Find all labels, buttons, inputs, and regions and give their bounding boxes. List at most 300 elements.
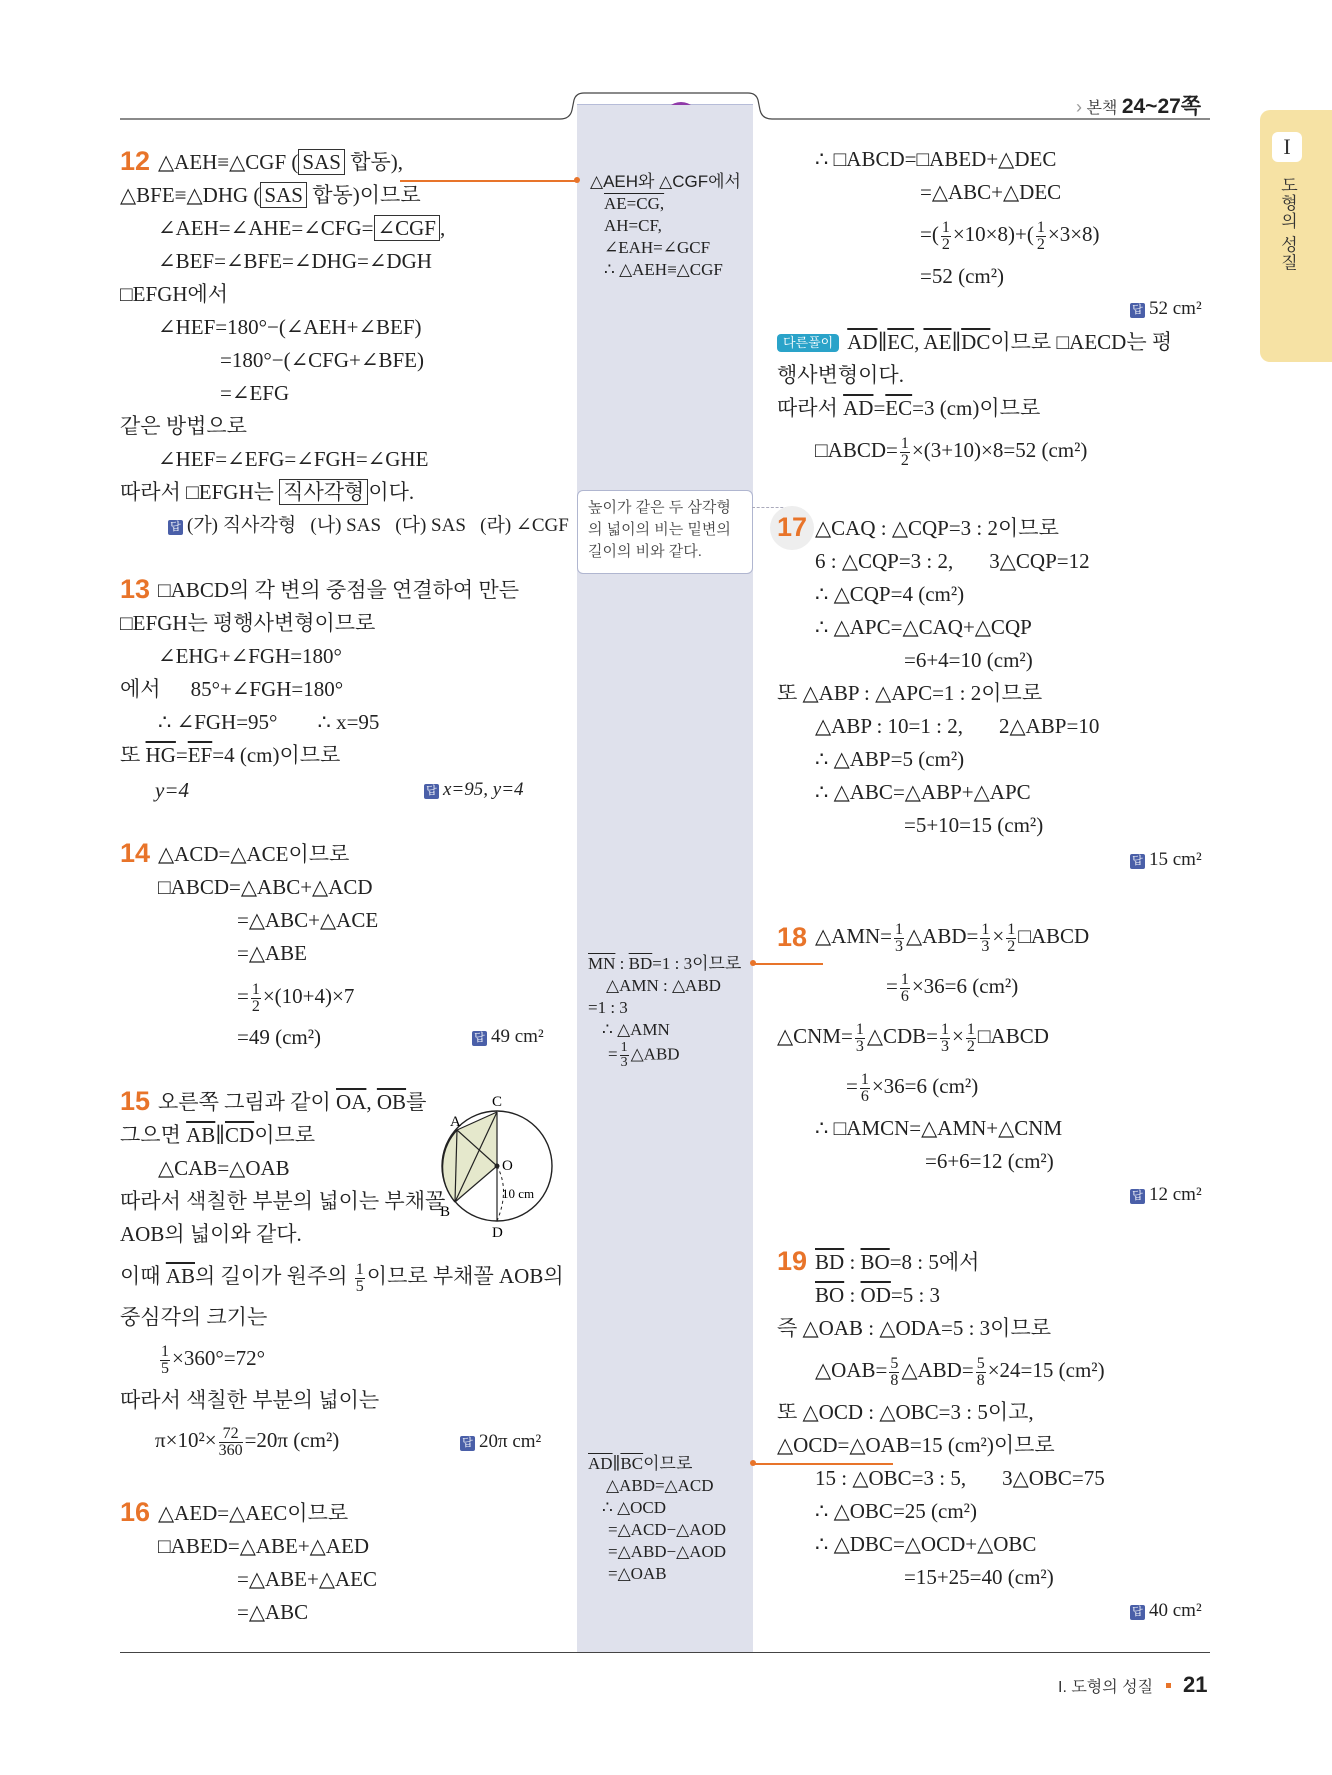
p18-line-4: [846, 1066, 978, 1106]
segment: $\overline{BO}$: [860, 1250, 890, 1274]
p18-line-3: [777, 1016, 1049, 1056]
text: ∠AEH=∠AHE=∠CFG=: [158, 216, 374, 240]
denominator: 2: [251, 997, 260, 1015]
p15-line-7: 중심각의 크기는: [120, 1305, 268, 1329]
fraction: [894, 922, 904, 955]
label-O: O: [502, 1158, 513, 1174]
denominator: 8: [890, 1371, 899, 1389]
text: 따라서 □EFGH는: [120, 480, 280, 504]
text: ×36=6 (cm²): [871, 1074, 979, 1098]
memo-line: △AEH와 △CGF에서: [590, 172, 741, 191]
answer-icon: 답: [1130, 303, 1145, 318]
answer-text: 49 cm²: [491, 1026, 544, 1047]
text: 6 : △CQP=3 : 2,: [815, 549, 954, 573]
p19-line-1: [815, 1248, 979, 1276]
fraction: [160, 1344, 170, 1377]
text: =: [237, 984, 249, 1008]
chevron-right-icon: ›: [1076, 97, 1082, 117]
side-tab: [1260, 110, 1332, 362]
text: △OAB=: [815, 1358, 888, 1382]
text: △AMN=: [815, 924, 892, 948]
answer-icon: 답: [1130, 1189, 1145, 1204]
p12-line-6: ∠HEF=180°−(∠AEH+∠BEF): [158, 315, 422, 339]
numerator: 1: [966, 1020, 975, 1038]
text: □ABCD=: [815, 438, 898, 462]
numerator: 1: [1007, 920, 1016, 938]
alt-solution-badge: 다른풀이: [777, 334, 839, 352]
arc: $\overline{AB}$: [165, 1264, 196, 1288]
text: 2△ABP=10: [998, 714, 1100, 738]
denominator: 3: [855, 1037, 864, 1055]
text: △CDB=: [866, 1024, 939, 1048]
memo-note-2: [577, 490, 753, 574]
memo-line: 의 넓이의 비는 밑변의: [588, 521, 731, 538]
p12-line-8: =∠EFG: [220, 381, 290, 405]
segment: $\overline{EC}$: [885, 396, 913, 420]
p12-line-10: ∠HEF=∠EFG=∠FGH=∠GHE: [158, 447, 429, 471]
p15-line-8: [158, 1338, 265, 1378]
p18-line-5: ∴ □AMCN=△AMN+△CNM: [815, 1116, 1063, 1140]
p15-line-4: 따라서 색칠한 부분의 넓이는 부채꼴: [120, 1189, 446, 1213]
p18-line-2: [886, 966, 1018, 1006]
p17-line-3: ∴ △CQP=4 (cm²): [815, 582, 965, 606]
text: ×36=6 (cm²): [911, 974, 1019, 998]
p15-line-10: [155, 1420, 339, 1460]
text: ∴ ∠FGH=95°: [158, 710, 278, 734]
denominator: 3: [620, 1055, 628, 1070]
text: 따라서: [777, 396, 844, 420]
p16-line-4: =△ABC: [237, 1600, 309, 1624]
p19-line-7: [815, 1464, 1105, 1492]
denominator: 3: [895, 937, 903, 955]
text: 85°+∠FGH=180°: [190, 677, 344, 701]
denominator: 2: [1036, 235, 1045, 253]
answer-icon: 답: [1130, 1605, 1145, 1620]
answer-icon: 답: [1130, 854, 1145, 869]
text: △ABP : 10=1 : 2,: [815, 714, 963, 738]
p12-line-9: 같은 방법으로: [120, 414, 247, 438]
segment: $\overline{EF}$: [187, 743, 213, 767]
p14-line-2: □ABCD=△ABC+△ACD: [158, 875, 373, 899]
text: ×24=15 (cm²): [987, 1358, 1105, 1382]
memo-text: 이므로: [643, 1454, 693, 1473]
answer-text: 40 cm²: [1149, 1600, 1202, 1621]
p19-answer: [1130, 1597, 1202, 1625]
text: 이므로 □AECD는 평: [990, 330, 1173, 354]
connector-line: [753, 963, 823, 965]
fraction: [355, 1262, 365, 1295]
text: =(: [920, 222, 939, 246]
text: 이다.: [368, 480, 415, 504]
text: :: [844, 1250, 861, 1274]
p16-answer: [1130, 295, 1202, 323]
segment: $\overline{BO}$: [815, 1283, 845, 1307]
numerator: 1: [900, 970, 909, 988]
footer: [1058, 1672, 1207, 1698]
p12-line-2: [120, 181, 421, 209]
numerator: 1: [620, 1040, 628, 1055]
text: △BFE≡△DHG (: [120, 183, 261, 207]
center-point: [495, 1164, 500, 1169]
p13-line-1: □ABCD의 각 변의 중점을 연결하여 만든: [158, 578, 519, 602]
numerator: 1: [161, 1342, 169, 1360]
text: ,: [366, 1090, 377, 1114]
fraction: [966, 1022, 976, 1055]
numerator: 1: [355, 1260, 364, 1278]
numerator: 1: [895, 920, 903, 938]
fraction: [980, 922, 990, 955]
circle-figure: [430, 1090, 570, 1240]
text: 이때: [120, 1264, 166, 1288]
memo-text: △ABD: [630, 1044, 680, 1064]
p17-line-5: =6+4=10 (cm²): [904, 648, 1033, 672]
text: ×: [952, 1024, 964, 1048]
p14-line-5: [237, 976, 354, 1016]
denominator: 360: [218, 1441, 243, 1459]
answer-icon: 답: [168, 520, 183, 535]
fraction: [940, 1022, 950, 1055]
fraction: [860, 1072, 870, 1105]
p18-line-6: =6+6=12 (cm²): [925, 1149, 1054, 1173]
denominator: 2: [966, 1037, 975, 1055]
p12-line-4: ∠BEF=∠BFE=∠DHG=∠DGH: [158, 249, 432, 273]
text: 오른쪽 그림과 같이: [158, 1090, 337, 1114]
text: □ABCD: [977, 1024, 1049, 1048]
segment: $\overline{HG}$: [145, 743, 176, 767]
problem-number-15: 15: [120, 1086, 151, 1116]
text: ∥: [215, 1123, 225, 1147]
numerator: 5: [976, 1354, 985, 1372]
text: 합동),: [344, 150, 404, 174]
text: △ABD=: [901, 1358, 974, 1382]
numerator: 1: [1036, 218, 1045, 236]
p17-answer: [1130, 846, 1202, 874]
blank-box: SAS: [298, 149, 345, 175]
p12-answer: [168, 512, 569, 540]
memo-text: =: [608, 1044, 618, 1064]
p17-line-4: ∴ △APC=△CAQ+△CQP: [815, 615, 1032, 639]
p12-line-1: [158, 148, 403, 176]
denominator: 5: [355, 1277, 364, 1295]
p16-alt-3: [777, 394, 1040, 422]
text: 이므로: [254, 1123, 316, 1147]
memo-note-3: [588, 953, 741, 1070]
text: ∴ x=95: [317, 710, 380, 734]
memo-line: ∴ △AEH≡△CGF: [604, 260, 723, 279]
p13-line-5: [158, 708, 379, 736]
fraction: [941, 220, 951, 253]
memo-line: [588, 1041, 741, 1070]
p17-line-9: ∴ △ABC=△ABP+△APC: [815, 780, 1031, 804]
text: =8 : 5에서: [889, 1250, 980, 1274]
text: 에서: [120, 677, 161, 701]
blank-box: ∠CGF: [374, 215, 440, 241]
text: 이므로 부채꼴 AOB의: [366, 1264, 564, 1288]
denominator: 6: [860, 1087, 869, 1105]
text: ,: [439, 216, 446, 240]
memo-line: ∴ △AMN: [602, 1020, 670, 1039]
text: =5 : 3: [890, 1283, 941, 1307]
text: 를: [406, 1090, 427, 1114]
p19-line-2: [815, 1281, 940, 1309]
p19-line-5: 또 △OCD : △OBC=3 : 5이고,: [777, 1400, 1034, 1424]
p15-line-5: AOB의 넓이와 같다.: [120, 1222, 302, 1246]
problem-number-16: 16: [120, 1497, 151, 1527]
numerator: 1: [860, 1070, 869, 1088]
memo-text: $\overline{BD}$: [628, 954, 653, 973]
text: ∥: [877, 330, 888, 354]
text: =: [873, 396, 886, 420]
label-B: B: [440, 1204, 451, 1220]
p14-line-3: =△ABC+△ACE: [237, 908, 379, 932]
footer-chapter: I. 도형의 성질: [1058, 1679, 1154, 1696]
blank-box: 직사각형: [279, 479, 368, 505]
p13-line-2: □EFGH는 평행사변형이므로: [120, 611, 376, 635]
memo-line: =△ACD−△AOD: [608, 1520, 727, 1539]
memo-text: $\overline{AD}$: [588, 1454, 613, 1473]
text: ,: [914, 330, 924, 354]
text: ×360°=72°: [172, 1346, 265, 1370]
fraction: [1006, 922, 1016, 955]
numerator: 1: [900, 434, 909, 452]
numerator: 1: [941, 1020, 950, 1038]
side-tab-roman: I: [1272, 132, 1302, 162]
p12-line-11: [120, 478, 414, 506]
p12-line-5: □EFGH에서: [120, 282, 229, 306]
memo-line: ∠EAH=∠GCF: [604, 238, 711, 257]
p17-line-1: △CAQ : △CQP=3 : 2이므로: [815, 516, 1059, 540]
memo-line: 높이가 같은 두 삼각형: [588, 499, 731, 516]
memo-line: ∴ △OCD: [602, 1498, 667, 1517]
memo-text: $\overline{MN}$: [588, 954, 616, 973]
denominator: 3: [941, 1037, 950, 1055]
p14-line-6: =49 (cm²): [237, 1025, 322, 1049]
p17-line-6: 또 △ABP : △APC=1 : 2이므로: [777, 681, 1043, 705]
answer-icon: 답: [424, 784, 439, 799]
denominator: 8: [976, 1371, 985, 1389]
denominator: 5: [161, 1359, 169, 1377]
denominator: 2: [941, 235, 950, 253]
p17-line-2: [815, 547, 1090, 575]
connector-dot: [750, 1460, 756, 1466]
footer-dot: [1166, 1683, 1171, 1688]
p16-line-1: △AED=△AEC이므로: [158, 1501, 349, 1525]
segment: $\overline{BD}$: [815, 1250, 845, 1274]
fraction: [976, 1356, 986, 1389]
memo-column: [577, 105, 753, 1653]
problem-number-17: 17: [777, 512, 808, 542]
problem-number-18: 18: [777, 922, 808, 952]
denominator: 6: [900, 987, 909, 1005]
text: 의 길이가 원주의: [195, 1264, 353, 1288]
text: △CNM=: [777, 1024, 853, 1048]
text: □ABCD: [1018, 924, 1090, 948]
numerator: 1: [941, 218, 950, 236]
p12-line-7: =180°−(∠CFG+∠BFE): [220, 348, 424, 372]
denominator: 2: [900, 451, 909, 469]
memo-text: =1 : 3이므로: [652, 954, 742, 973]
p19-line-9: ∴ △DBC=△OCD+△OBC: [815, 1532, 1037, 1556]
p15-line-2: [120, 1121, 315, 1149]
text: =20π (cm²): [244, 1428, 340, 1452]
memo-line: 길이의 비와 같다.: [588, 543, 702, 560]
segment: $\overline{EC}$: [887, 330, 915, 354]
p19-line-6: △OCD=△OAB=15 (cm²)이므로: [777, 1433, 1055, 1457]
p14-answer: [472, 1023, 544, 1051]
p18-answer: [1130, 1181, 1202, 1209]
answer-icon: 답: [472, 1031, 487, 1046]
answer-text: 15 cm²: [1149, 849, 1202, 870]
p16-right-3: [920, 214, 1100, 254]
problem-number-19: 19: [777, 1246, 808, 1276]
segment: $\overline{AE}$: [923, 330, 952, 354]
memo-line: △AMN : △ABD: [606, 976, 721, 995]
answer-text: 12 cm²: [1149, 1184, 1202, 1205]
connector-dot: [574, 177, 580, 183]
p16-right-2: =△ABC+△DEC: [920, 180, 1062, 204]
problem-number-13: 13: [120, 574, 151, 604]
p19-line-3: 즉 △OAB : △ODA=5 : 3이므로: [777, 1316, 1052, 1340]
p19-line-10: =15+25=40 (cm²): [904, 1565, 1054, 1589]
memo-text: AE=CG,: [604, 194, 665, 213]
numerator: 1: [981, 920, 990, 938]
memo-note-4: [588, 1453, 726, 1585]
segment: $\overline{OA}$: [336, 1090, 367, 1114]
p14-line-4: =△ABE: [237, 941, 307, 965]
text: ×3×8): [1047, 222, 1100, 246]
fraction: [900, 436, 910, 469]
text: 15 : △OBC=3 : 5,: [815, 1466, 967, 1490]
p15-line-9: 따라서 색칠한 부분의 넓이는: [120, 1388, 380, 1412]
text: =: [886, 974, 898, 998]
fraction: [900, 972, 910, 1005]
problem-number-12: 12: [120, 146, 151, 176]
p13-line-7: y=4: [155, 778, 189, 802]
p13-line-3: ∠EHG+∠FGH=180°: [158, 644, 342, 668]
memo-line: =△OAB: [608, 1564, 667, 1583]
memo-line: =1 : 3: [588, 998, 628, 1017]
numerator: 1: [855, 1020, 864, 1038]
p13-line-6: [120, 741, 340, 769]
text: =: [846, 1074, 858, 1098]
text: 3△CQP=12: [989, 549, 1090, 573]
p14-line-1: △ACD=△ACE이므로: [158, 842, 350, 866]
text: =4 (cm)이므로: [212, 743, 341, 767]
blank-box: SAS: [260, 182, 307, 208]
text: △AEH≡△CGF (: [158, 150, 299, 174]
p13-line-4: [120, 675, 343, 703]
text: π×10²×: [155, 1428, 217, 1452]
label-D: D: [492, 1225, 503, 1240]
side-tab-title: 도형의 성질: [1278, 176, 1297, 272]
text: =: [175, 743, 188, 767]
p15-line-3: △CAB=△OAB: [158, 1156, 290, 1180]
p17-line-7: [815, 712, 1099, 740]
memo-note-1: [590, 171, 741, 281]
p16-line-3: =△ABE+△AEC: [237, 1567, 377, 1591]
p16-alt-2: 행사변형이다.: [777, 363, 904, 387]
text: 그으면: [120, 1123, 187, 1147]
segment: $\overline{AD}$: [843, 396, 874, 420]
memo-line: [590, 193, 741, 215]
memo-line: △ABD=△ACD: [606, 1476, 714, 1495]
memo-text: $\overline{BC}$: [620, 1454, 644, 1473]
text: 3△OBC=75: [1002, 1466, 1105, 1490]
fraction: [855, 1022, 865, 1055]
label-radius: 10 cm: [502, 1186, 535, 1201]
segment: $\overline{DC}$: [961, 330, 991, 354]
fraction: [219, 1426, 243, 1459]
p16-alt-4: [815, 430, 1087, 470]
text: 합동)이므로: [306, 183, 421, 207]
segment: $\overline{CD}$: [225, 1123, 255, 1147]
text: =3 (cm)이므로: [912, 396, 1041, 420]
text: ×: [992, 924, 1005, 948]
fraction: [889, 1356, 899, 1389]
text: ∥: [951, 330, 962, 354]
book-ref: [1076, 90, 1201, 120]
p19-line-4: [815, 1350, 1105, 1390]
memo-line: =△ABD−△AOD: [608, 1542, 727, 1561]
p16-right-1: ∴ □ABCD=□ABED+△DEC: [815, 147, 1057, 171]
memo-line: AH=CF,: [604, 216, 662, 235]
p19-line-8: ∴ △OBC=25 (cm²): [815, 1499, 977, 1523]
numerator: 1: [251, 980, 260, 998]
connector-dot: [750, 960, 756, 966]
fraction: [251, 982, 261, 1015]
p16-alt-1: [777, 328, 1172, 356]
memo-line: $\overline{AD}\parallel\overline{BC}$이므로: [588, 1454, 693, 1473]
connector-line: [400, 180, 578, 182]
denominator: 2: [1007, 937, 1016, 955]
p12-line-3: [158, 214, 445, 242]
p13-answer: [424, 776, 524, 804]
text: ×10×8)+(: [952, 222, 1034, 246]
text: :: [844, 1283, 861, 1307]
label-C: C: [492, 1094, 503, 1110]
book-ref-prefix: 본책: [1086, 100, 1118, 117]
fraction: [620, 1041, 629, 1070]
answer-icon: 답: [460, 1436, 475, 1451]
p15-answer: [460, 1428, 541, 1456]
footer-rule: [120, 1652, 1210, 1653]
segment: $\overline{OB}$: [376, 1090, 407, 1114]
segment: $\overline{AD}$: [847, 330, 878, 354]
text: △ABD=: [906, 924, 979, 948]
answer-text: 52 cm²: [1149, 298, 1202, 319]
segment: $\overline{AB}$: [186, 1123, 216, 1147]
memo-line: $\overline{MN}$ : $\overline{BD}=1$ : 3이므로: [588, 954, 742, 973]
label-A: A: [450, 1114, 461, 1130]
answer-text: x=95, y=4: [443, 779, 524, 800]
numerator: 72: [219, 1426, 243, 1443]
segment: $\overline{OD}$: [860, 1283, 891, 1307]
text: ×(3+10)×8=52 (cm²): [911, 438, 1088, 462]
answer-text: (가) 직사각형 (나) SAS (다) SAS (라) ∠CGF: [187, 515, 569, 536]
p17-line-8: ∴ △ABP=5 (cm²): [815, 747, 965, 771]
fraction: [1036, 220, 1046, 253]
p18-line-1: [815, 916, 1089, 956]
p16-line-2: □ABED=△ABE+△AED: [158, 1534, 369, 1558]
answer-text: 20π cm²: [479, 1431, 542, 1452]
p15-line-6: [120, 1256, 564, 1296]
denominator: 3: [981, 937, 990, 955]
p17-line-10: =5+10=15 (cm²): [904, 813, 1044, 837]
book-ref-pages: 24~27쪽: [1121, 95, 1202, 118]
page-number: 21: [1182, 1672, 1208, 1697]
text: ×(10+4)×7: [262, 984, 355, 1008]
numerator: 5: [890, 1354, 899, 1372]
